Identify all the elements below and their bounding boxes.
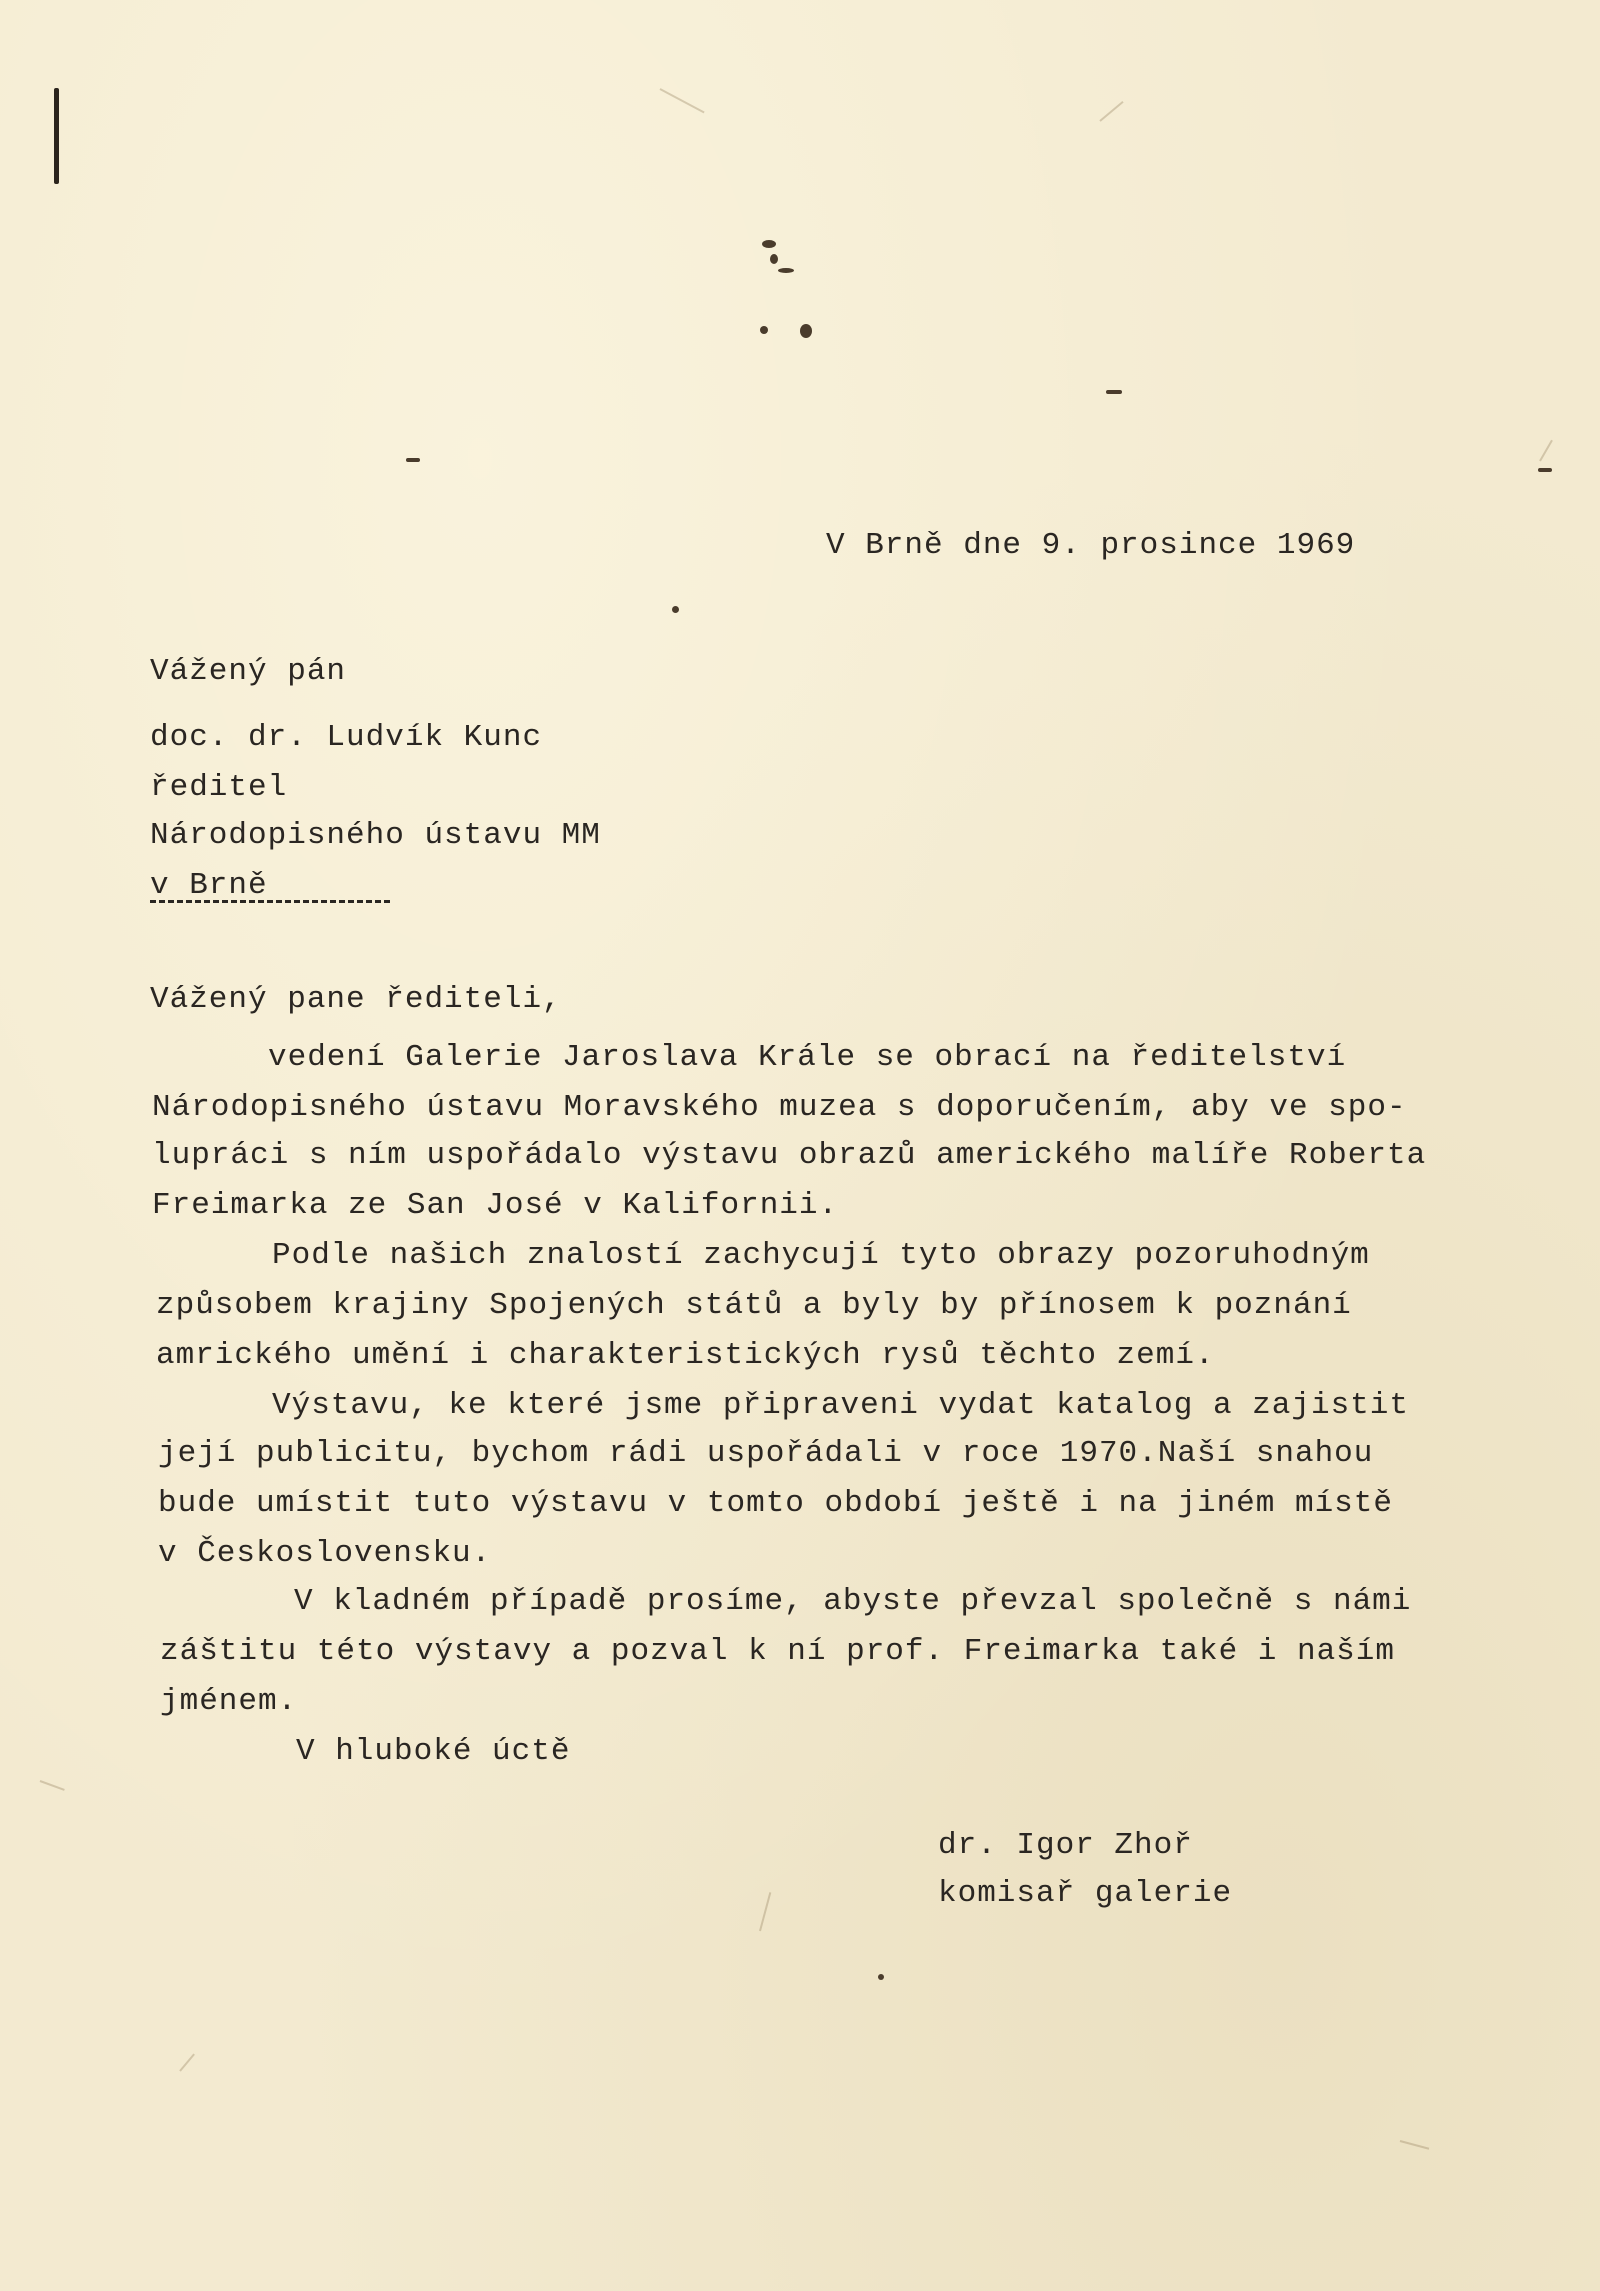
body-line: Národopisného ústavu Moravského muzea s doporučením, aby ve spo- — [152, 1090, 1407, 1125]
ink-spot — [760, 326, 768, 334]
city-underline — [150, 900, 390, 903]
body-line: vedení Galerie Jaroslava Krále se obrací na ředitelství — [268, 1040, 1347, 1075]
signature-name: dr. Igor Zhoř — [938, 1828, 1193, 1863]
body-line: Podle našich znalostí zachycují tyto obrazy pozoruhodným — [272, 1238, 1370, 1273]
ink-spot — [1538, 468, 1552, 472]
paper-fiber — [40, 1780, 65, 1791]
body-line: lupráci s ním uspořádalo výstavu obrazů amerického malíře Roberta — [152, 1138, 1427, 1173]
ink-spot — [672, 606, 679, 613]
body-line: jménem. — [160, 1684, 298, 1719]
ink-spot — [878, 1974, 884, 1980]
ink-spot — [778, 268, 794, 273]
recipient-salutation: Vážený pán — [150, 654, 347, 689]
body-line: bude umístit tuto výstavu v tomto období ještě i na jiném místě — [158, 1486, 1393, 1521]
ink-spot — [1106, 390, 1122, 394]
body-line: V kladném případě prosíme, abyste převzal společně s námi — [294, 1584, 1412, 1619]
recipient-name: doc. dr. Ludvík Kunc — [150, 720, 543, 755]
paper-fiber — [660, 88, 705, 113]
margin-pencil-mark — [54, 88, 59, 184]
closing: V hluboké úctě — [296, 1734, 571, 1769]
ink-spot — [762, 240, 776, 248]
recipient-title: ředitel — [150, 770, 288, 805]
body-line: záštitu této výstavy a pozval k ní prof. Freimarka také i naším — [160, 1634, 1395, 1669]
ink-spot — [770, 254, 778, 264]
body-line: Výstavu, ke které jsme připraveni vydat katalog a zajistit — [272, 1388, 1409, 1423]
body-line: způsobem krajiny Spojených států a byly by přínosem k poznání — [156, 1288, 1352, 1323]
ink-spot — [406, 458, 420, 462]
ink-spot — [800, 324, 812, 338]
body-line: v Československu. — [158, 1536, 492, 1571]
paper-fiber — [1099, 101, 1123, 122]
paper-fiber — [759, 1892, 771, 1931]
recipient-city: v Brně — [150, 868, 268, 903]
place-date-line: V Brně dne 9. prosince 1969 — [826, 528, 1356, 563]
paper-fiber — [1400, 2140, 1429, 2150]
body-line: Freimarka ze San José v Kalifornii. — [152, 1188, 839, 1223]
body-line: amrického umění i charakteristických rysů těchto zemí. — [156, 1338, 1215, 1373]
greeting: Vážený pane řediteli, — [150, 982, 562, 1017]
recipient-institution: Národopisného ústavu MM — [150, 818, 601, 853]
paper-fiber — [1539, 440, 1553, 462]
signature-role: komisař galerie — [938, 1876, 1233, 1911]
paper-fiber — [179, 2054, 195, 2072]
body-line: její publicitu, bychom rádi uspořádali v roce 1970.Naší snahou — [158, 1436, 1374, 1471]
